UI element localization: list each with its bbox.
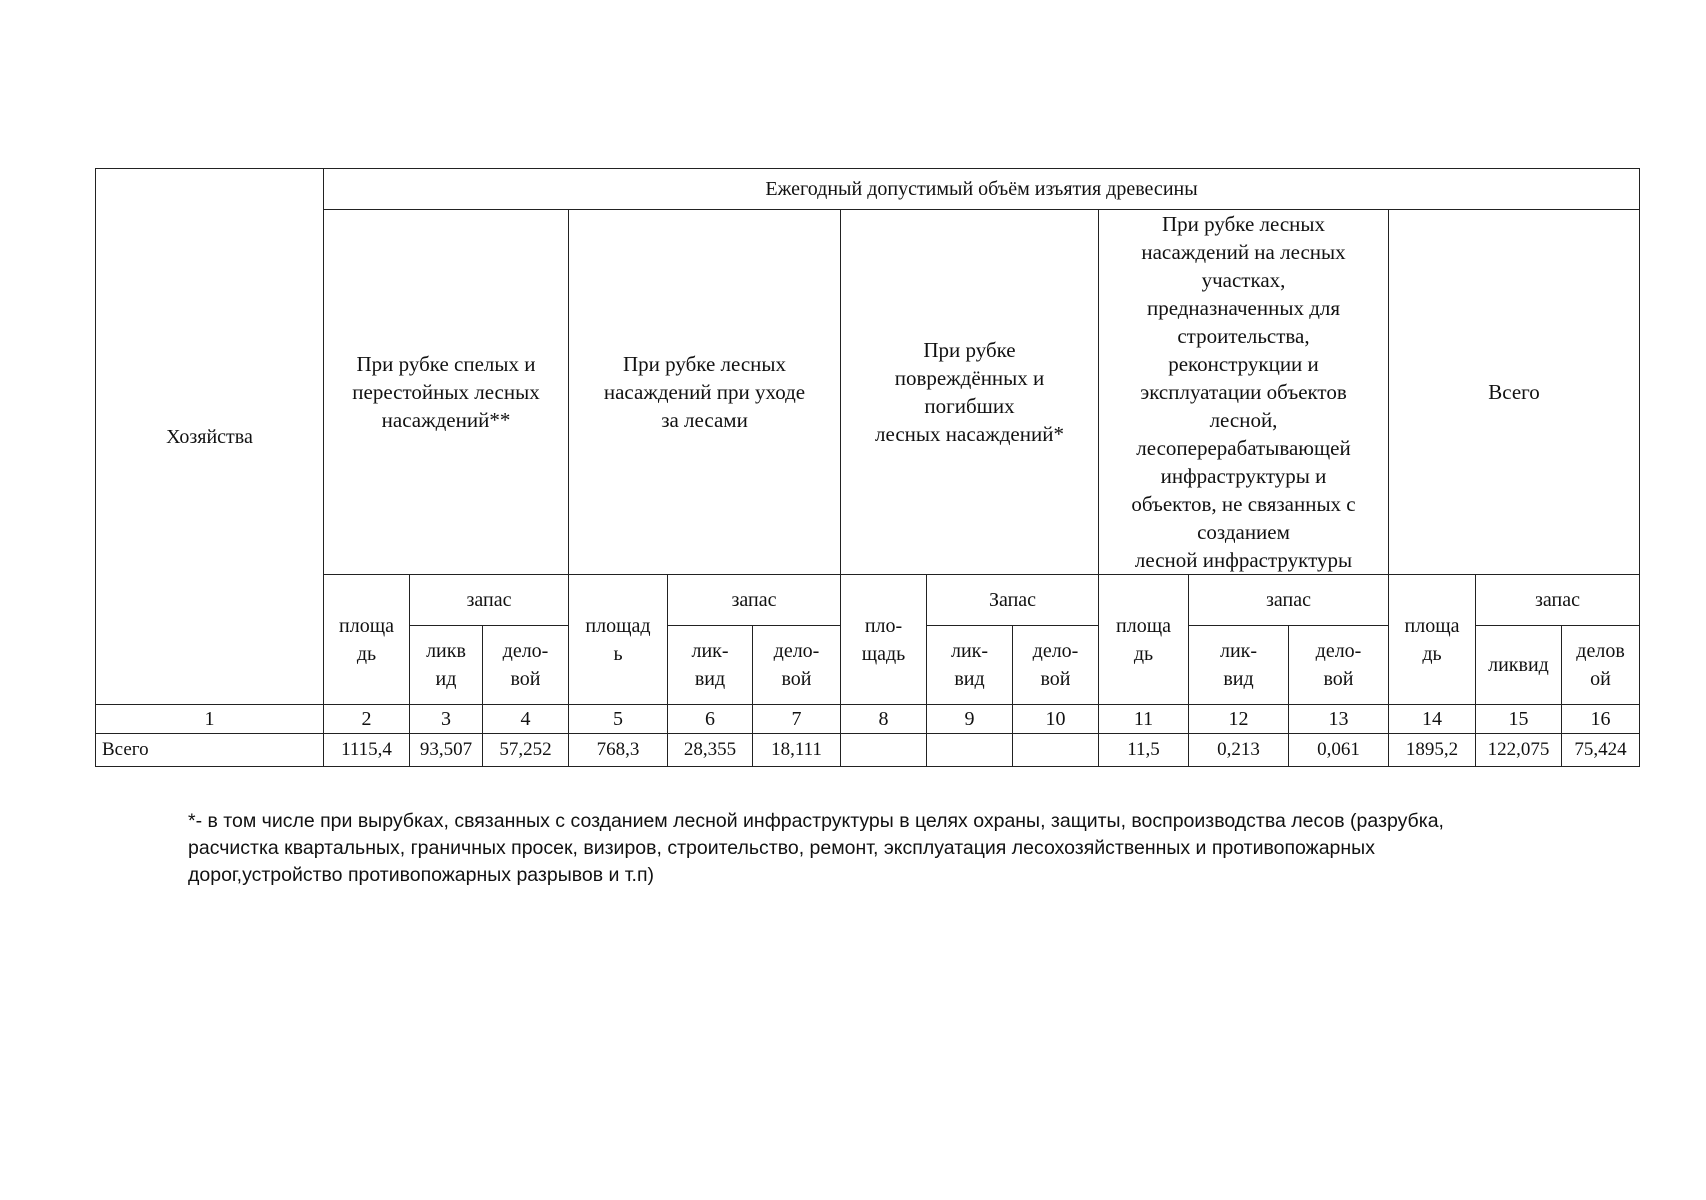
stock-header: запас bbox=[1476, 575, 1640, 626]
column-number: 8 bbox=[841, 705, 927, 734]
column-number: 7 bbox=[753, 705, 841, 734]
liquid-header: ликв ид bbox=[410, 626, 483, 705]
table-cell: 18,111 bbox=[753, 734, 841, 767]
column-number: 1 bbox=[96, 705, 324, 734]
group-header-care: При рубке лесных насаждений при уходе за лесами bbox=[569, 210, 841, 575]
business-header: дело- вой bbox=[1289, 626, 1389, 705]
column-number: 15 bbox=[1476, 705, 1562, 734]
table-cell: 1115,4 bbox=[324, 734, 410, 767]
holdings-header: Хозяйства bbox=[96, 169, 324, 705]
table-cell: 768,3 bbox=[569, 734, 668, 767]
annual-volume-header: Ежегодный допустимый объём изъятия древесины bbox=[324, 169, 1640, 210]
area-header: пло- щадь bbox=[841, 575, 927, 705]
column-number: 5 bbox=[569, 705, 668, 734]
group-header-mature: При рубке спелых и перестойных лесных насаждений** bbox=[324, 210, 569, 575]
area-header: площа дь bbox=[1099, 575, 1189, 705]
column-number-row bbox=[96, 705, 1640, 734]
table-cell: 0,061 bbox=[1289, 734, 1389, 767]
column-number: 14 bbox=[1389, 705, 1476, 734]
column-number: 16 bbox=[1562, 705, 1640, 734]
liquid-header: лик- вид bbox=[927, 626, 1013, 705]
column-number: 9 bbox=[927, 705, 1013, 734]
table-cell bbox=[927, 734, 1013, 767]
footnote: *- в том числе при вырубках, связанных с созданием лесной инфраструктуры в целях охраны, защиты, воспроизводства лесов (разрубка, расчистка квартальных, граничных просек, визиров, строительство, ремонт, эксплуатация лесохозяйственных и противопожарных дорог,устройство противопожарных разрывов и т.п) bbox=[188, 810, 1444, 886]
table-cell: 75,424 bbox=[1562, 734, 1640, 767]
table-cell bbox=[1013, 734, 1099, 767]
liquid-header: лик- вид bbox=[668, 626, 753, 705]
table-cell bbox=[841, 734, 927, 767]
business-header: дело- вой bbox=[753, 626, 841, 705]
table-cell: 28,355 bbox=[668, 734, 753, 767]
business-header: дело- вой bbox=[1013, 626, 1099, 705]
column-number: 12 bbox=[1189, 705, 1289, 734]
group-header-total: Всего bbox=[1389, 210, 1640, 575]
area-header: площа дь bbox=[1389, 575, 1476, 705]
business-header: делов ой bbox=[1562, 626, 1640, 705]
timber-harvest-table bbox=[95, 168, 1640, 767]
stock-header: запас bbox=[1189, 575, 1389, 626]
group-header-damaged: При рубке повреждённых и погибших лесных насаждений* bbox=[841, 210, 1099, 575]
table-cell: 1895,2 bbox=[1389, 734, 1476, 767]
area-header: площад ь bbox=[569, 575, 668, 705]
column-number: 4 bbox=[483, 705, 569, 734]
total-row bbox=[96, 734, 1640, 767]
stock-header: запас bbox=[410, 575, 569, 626]
column-number: 13 bbox=[1289, 705, 1389, 734]
column-number: 2 bbox=[324, 705, 410, 734]
column-number: 10 bbox=[1013, 705, 1099, 734]
group-header-construction: При рубке лесных насаждений на лесных участках, предназначенных для строительства, реконструкции и эксплуатации объектов лесной, лесоперерабатывающей инфраструктуры и объектов, не связанных с созданием лесной инфраструктуры bbox=[1099, 210, 1389, 575]
column-number: 6 bbox=[668, 705, 753, 734]
table-cell: 122,075 bbox=[1476, 734, 1562, 767]
business-header: дело- вой bbox=[483, 626, 569, 705]
table-cell: 0,213 bbox=[1189, 734, 1289, 767]
table-cell: 57,252 bbox=[483, 734, 569, 767]
stock-header: Запас bbox=[927, 575, 1099, 626]
liquid-header: лик- вид bbox=[1189, 626, 1289, 705]
area-header: площа дь bbox=[324, 575, 410, 705]
table-cell: 11,5 bbox=[1099, 734, 1189, 767]
stock-header: запас bbox=[668, 575, 841, 626]
table-cell: 93,507 bbox=[410, 734, 483, 767]
row-label: Всего bbox=[96, 734, 324, 767]
liquid-header: ликвид bbox=[1476, 626, 1562, 705]
column-number: 11 bbox=[1099, 705, 1189, 734]
column-number: 3 bbox=[410, 705, 483, 734]
